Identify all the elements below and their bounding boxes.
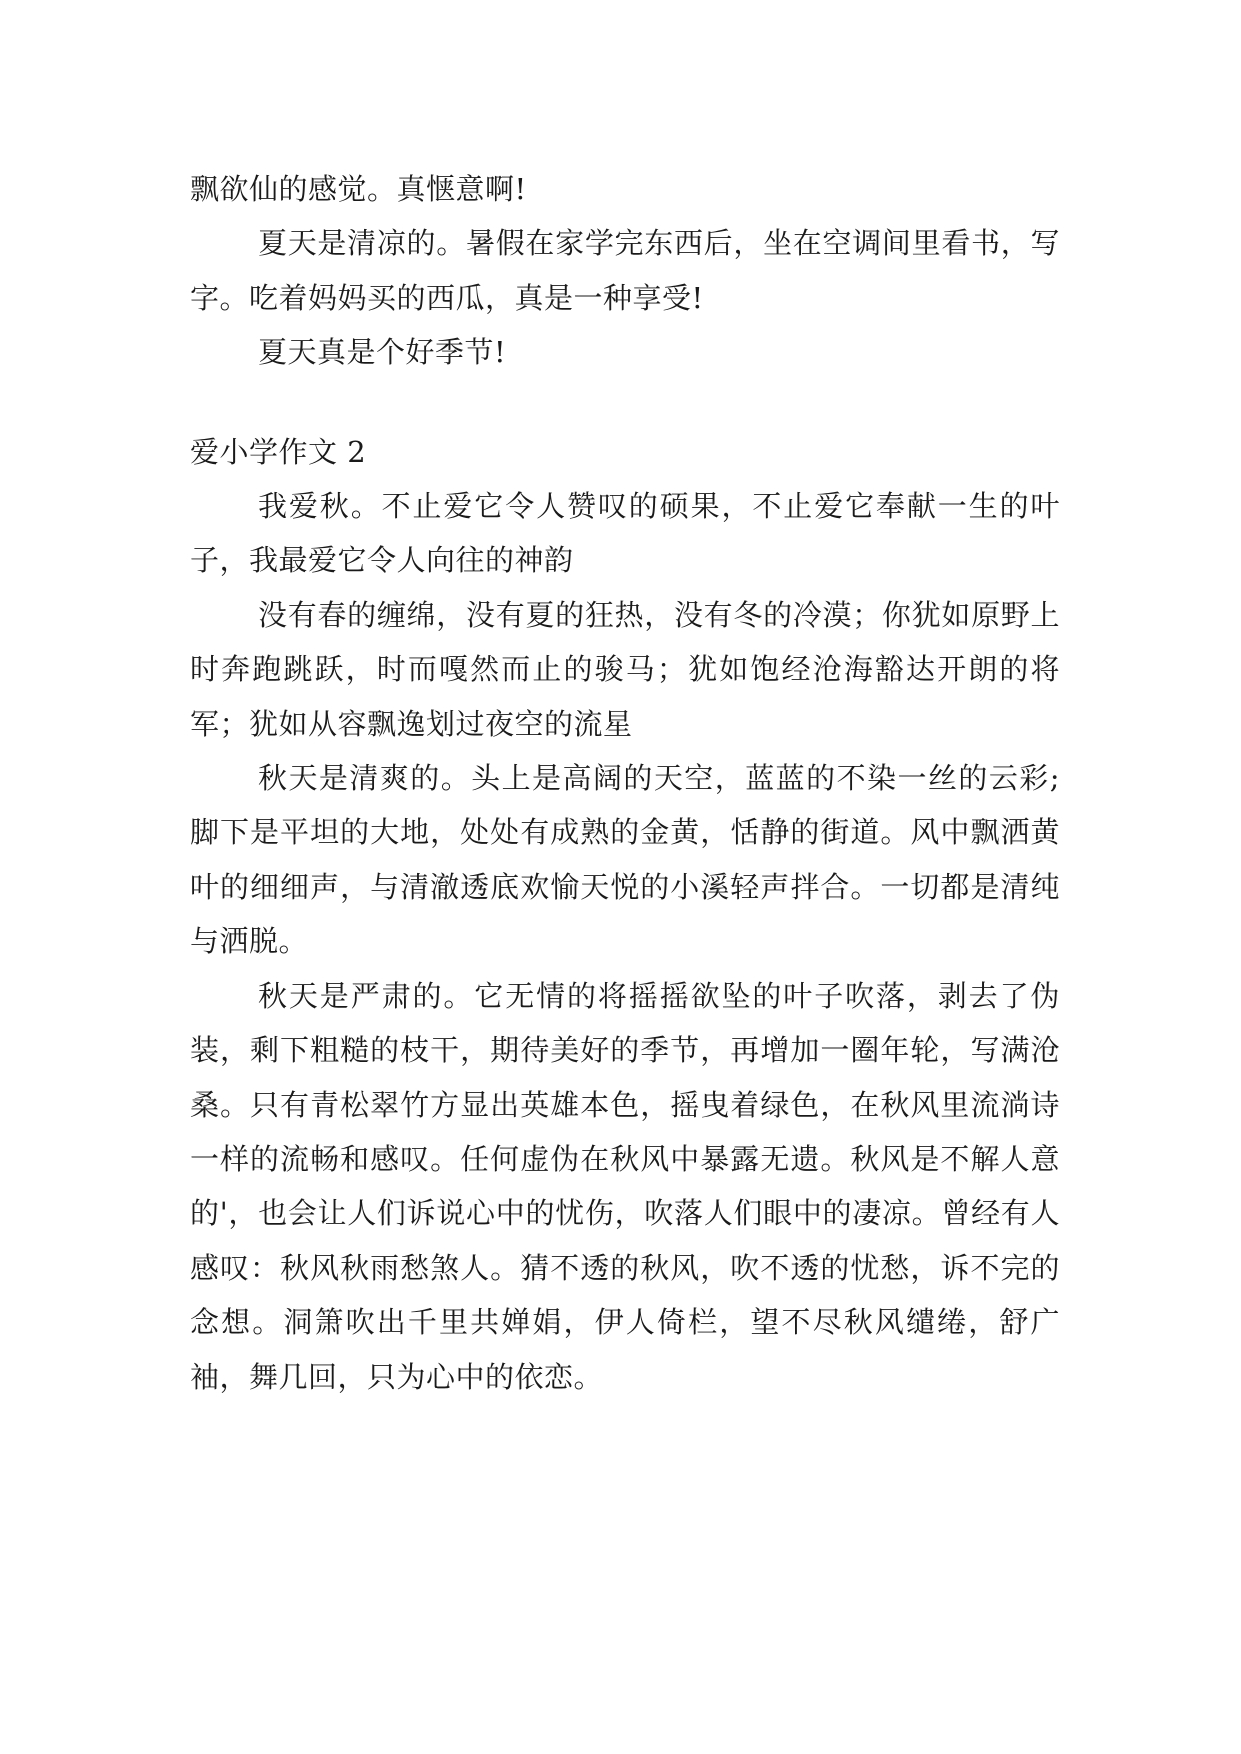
paragraph-autumn-similes: 没有春的缠绵，没有夏的狂热，没有冬的冷漠；你犹如原野上时奔跑跳跃，时而嘎然而止的骏马；犹如饱经沧海豁达开朗的将军；犹如从容飘逸划过夜空的流星 [190, 597, 1060, 741]
paragraph-summer-good: 夏天真是个好季节! [258, 335, 507, 370]
paragraph-autumn-fresh: 秋天是清爽的。头上是高阔的天空，蓝蓝的不染一丝的云彩;脚下是平坦的大地，处处有成熟的金黄，恬静的街道。风中飘洒黄叶的细细声，与清澈透底欢愉天悦的小溪轻声拌合。一切都是清纯与洒脱。 [190, 761, 1060, 959]
paragraph-summer-cool: 夏天是清凉的。暑假在家学完东西后，坐在空调间里看书，写字。吃着妈妈买的西瓜，真是一种享受! [190, 226, 1060, 315]
paragraph-continuation: 飘欲仙的感觉。真惬意啊! [190, 172, 527, 206]
section-heading: 爱小学作文 2 [190, 434, 367, 469]
paragraph-love-autumn: 我爱秋。不止爱它令人赞叹的硕果，不止爱它奉献一生的叶子，我最爱它令人向往的神韵 [190, 489, 1060, 578]
document-body [190, 162, 1060, 1404]
paragraph-autumn-stern: 秋天是严肃的。它无情的将摇摇欲坠的叶子吹落，剥去了伪装，剩下粗糙的枝干，期待美好的季节，再增加一圈年轮，写满沧桑。只有青松翠竹方显出英雄本色，摇曳着绿色，在秋风里流淌诗一样的流畅和感叹。任何虚伪在秋风中暴露无遗。秋风是不解人意的'，也会让人们诉说心中的忧伤，吹落人们眼中的凄凉。曾经有人感叹：秋风秋雨愁煞人。猜不透的秋风，吹不透的忧愁，诉不完的念想。洞箫吹出千里共婵娟，伊人倚栏，望不尽秋风缱绻，舒广袖，舞几回，只为心中的依恋。 [190, 978, 1060, 1394]
